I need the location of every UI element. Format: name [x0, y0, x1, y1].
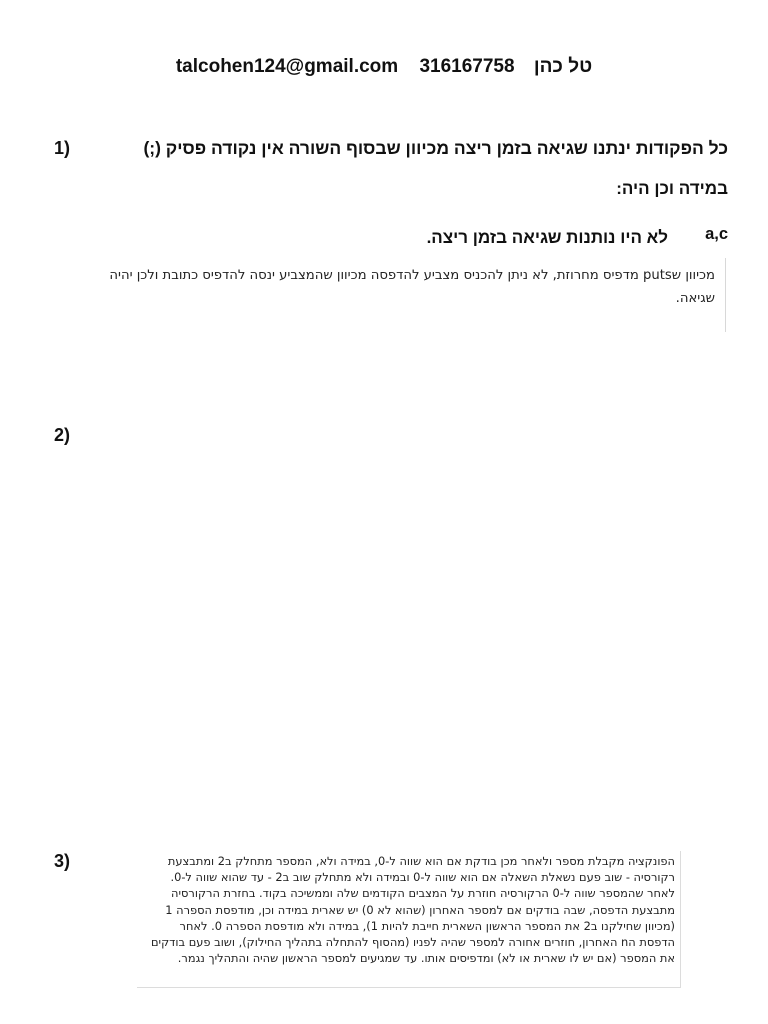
student-email: talcohen124@gmail.com [175, 56, 399, 77]
question-3-answer-box [137, 851, 681, 988]
question-2-number: 2) [54, 425, 71, 445]
question-3-number: 3) [54, 851, 71, 871]
student-header [0, 56, 768, 78]
question-1-note-text: מכיוון שputs מדפיס מחרוזת, לא ניתן להכניס מצביע להדפסה מכיוון שהמצביע ינסה להדפיס כתובת ולכן יהיה שגיאה. [109, 268, 715, 306]
question-1-sub-answer: לא היו נותנות שגיאה בזמן ריצה. [426, 228, 668, 247]
question-1-number: 1) [54, 138, 71, 158]
question-1-sub-label: a,c [705, 225, 728, 243]
question-1-note-box [92, 258, 726, 332]
student-name: טל כהן [533, 56, 593, 77]
question-1-answer-line-2: במידה וכן היה: [616, 179, 728, 198]
question-3-answer-text: הפונקציה מקבלת מספר ולאחר מכן בודקת אם הוא שווה ל-0, במידה ולא, המספר מתחלק ב2 ומתבצעת רקורסיה - שוב פעם נשאלת השאלה אם הוא שווה ל-0 ובמידה ולא מתחלק שוב ב2 - עד שהוא שווה ל-0. לאחר שהמספר שווה ל-0 הרקורסיה חוזרת על המצבים הקודמים שלה וממשיכה בקוד. בחזרת הרקורסיה מתבצעת הדפסה, שבה בודקים אם למספר האחרון (שהוא לא 0) יש שארית במידה וכן, מודפסת הספרה 1 (מכיוון שחילקנו ב2 את המספר הראשון השארית חייבת להיות 1), במידה ולא מודפסת הספרה 0. לאחר הדפסת הn האחרון, חוזרים אחורה למספר שהיה לפניו (מהסוף להתחלה בתהליך החילוק), ושוב פעם בודקים את המספר (אם יש לו שארית או לא) ומדפיסים אותו. עד שמגיעים למספר הראשון שהיה והתהליך נגמר. [150, 854, 675, 966]
student-id-number: 316167758 [419, 56, 515, 77]
question-1-answer-line-1: כל הפקודות ינתנו שגיאה בזמן ריצה מכיוון שבסוף השורה אין נקודה פסיק (;) [143, 138, 728, 158]
